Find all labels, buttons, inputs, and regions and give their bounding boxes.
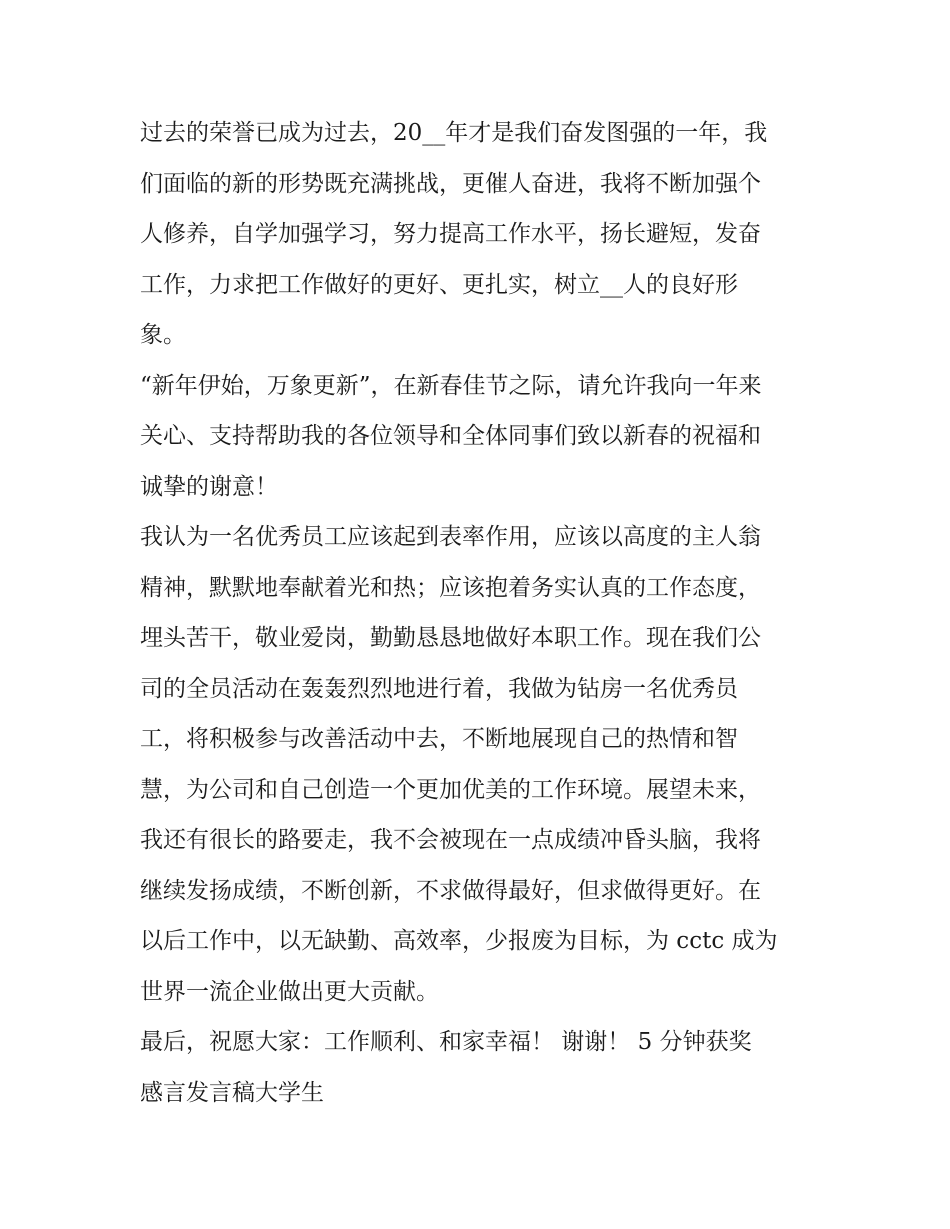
text-line: 世界一流企业做出更大贡献。 (140, 978, 439, 1005)
text-line: 最后，祝愿大家：工作顺利、和家幸福！ 谢谢！ 5 分钟获奖 (140, 1029, 752, 1055)
text-line: 工作，力求把工作做好的更好、更扎实，树立__人的良好形 (140, 271, 738, 298)
text-line: 精神，默默地奉献着光和热；应该抱着务实认真的工作态度， (140, 574, 761, 601)
text-line: 过去的荣誉已成为过去，20__年才是我们奋发图强的一年，我 (140, 120, 768, 146)
text-line: 象。 (140, 322, 186, 348)
text-line: 我认为一名优秀员工应该起到表率作用，应该以高度的主人翁 (140, 524, 761, 550)
text-line: 关心、支持帮助我的各位领导和全体同事们致以新春的祝福和 (140, 423, 761, 449)
text-line: 们面临的新的形势既充满挑战，更催人奋进，我将不断加强个 (140, 170, 761, 197)
document-body (140, 108, 812, 1118)
text-line: “新年伊始，万象更新”，在新春佳节之际，请允许我向一年来 (140, 372, 762, 399)
text-line: 继续发扬成绩，不断创新，不求做得最好，但求做得更好。在 (140, 877, 761, 904)
text-line: 诚挚的谢意！ (140, 473, 278, 500)
text-line: 人修养，自学加强学习，努力提高工作水平，扬长避短，发奋 (140, 221, 761, 247)
text-line: 以后工作中，以无缺勤、高效率，少报废为目标，为 cctc 成为 (140, 928, 778, 954)
text-line: 司的全员活动在轰轰烈烈地进行着，我做为钻房一名优秀员 (140, 675, 738, 702)
text-line: 工，将积极参与改善活动中去，不断地展现自己的热情和智 (140, 726, 738, 752)
text-line: 慧，为公司和自己创造一个更加优美的工作环境。展望未来， (140, 776, 761, 803)
text-line: 感言发言稿大学生 (140, 1079, 324, 1106)
text-line: 埋头苦干，敬业爱岗，勤勤恳恳地做好本职工作。现在我们公 (140, 625, 761, 651)
text-line: 我还有很长的路要走，我不会被现在一点成绩冲昏头脑，我将 (140, 827, 761, 853)
